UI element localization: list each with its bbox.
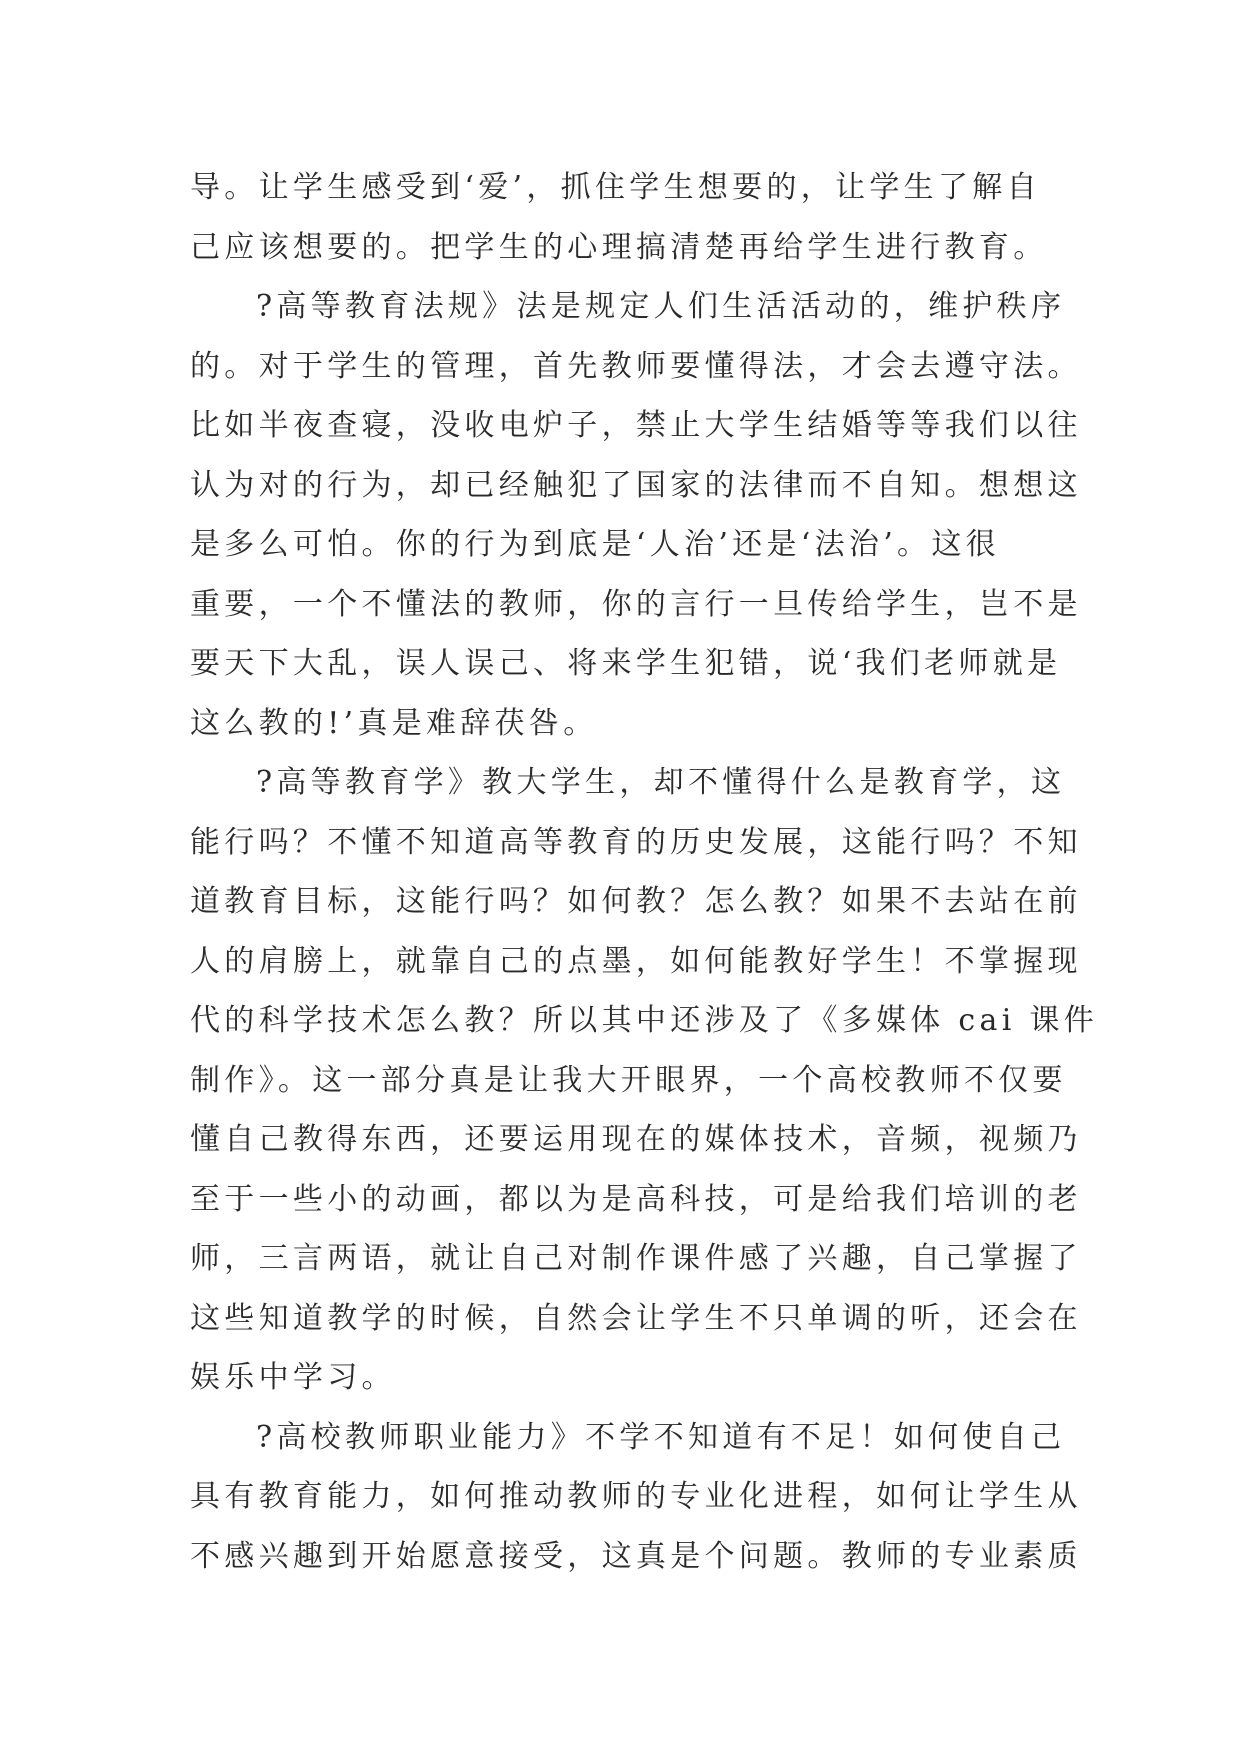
paragraph-start-line: ?高等教育法规》法是规定人们生活活动的，维护秩序 bbox=[256, 289, 1066, 324]
text-line: 这些知道教学的时候，自然会让学生不只单调的听，还会在 bbox=[190, 1300, 1082, 1336]
text-line: 重要，一个不懂法的教师，你的言行一旦传给学生，岂不是 bbox=[190, 586, 1082, 622]
text-line: 制作》。这一部分真是让我大开眼界，一个高校教师不仅要 bbox=[190, 1062, 1067, 1098]
text-line: 是多么可怕。你的行为到底是‘人治’还是‘法治’。这很 bbox=[190, 527, 1000, 562]
text-line: 代的科学技术怎么教？所以其中还涉及了《多媒体 cai 课件 bbox=[190, 1003, 1099, 1038]
text-line: 能行吗？不懂不知道高等教育的历史发展，这能行吗？不知 bbox=[190, 824, 1082, 860]
text-line: 师，三言两语，就让自己对制作课件感了兴趣，自己掌握了 bbox=[190, 1241, 1082, 1276]
text-line: 要天下大乱，误人误己、将来学生犯错，说‘我们老师就是 bbox=[190, 646, 1062, 681]
paragraph-start-line: ?高校教师职业能力》不学不知道有不足！如何使自己 bbox=[256, 1419, 1066, 1455]
text-line: 认为对的行为，却已经触犯了国家的法律而不自知。想想这 bbox=[190, 467, 1082, 503]
text-line: 这么教的!’真是难辞茯咎。 bbox=[190, 705, 598, 741]
paragraph-start-line: ?高等教育学》教大学生，却不懂得什么是教育学，这 bbox=[256, 765, 1066, 800]
text-line: 不感兴趣到开始愿意接受，这真是个问题。教师的专业素质 bbox=[190, 1538, 1082, 1574]
text-line: 导。让学生感受到‘爱’，抓住学生想要的，让学生了解自 bbox=[190, 170, 1041, 205]
text-line: 娱乐中学习。 bbox=[190, 1360, 396, 1395]
text-line: 己应该想要的。把学生的心理搞清楚再给学生进行教育。 bbox=[190, 229, 1048, 265]
text-line: 懂自己教得东西，还要运用现在的媒体技术，音频，视频乃 bbox=[190, 1122, 1082, 1157]
text-line: 至于一些小的动画，都以为是高科技，可是给我们培训的老 bbox=[190, 1181, 1082, 1217]
text-line: 比如半夜查寝，没收电炉子，禁止大学生结婚等等我们以往 bbox=[190, 408, 1082, 443]
text-line: 的。对于学生的管理，首先教师要懂得法，才会去遵守法。 bbox=[190, 348, 1082, 384]
body-text bbox=[190, 158, 1099, 1586]
text-line: 人的肩膀上，就靠自己的点墨，如何能教好学生！不掌握现 bbox=[190, 943, 1082, 979]
text-line: 具有教育能力，如何推动教师的专业化进程，如何让学生从 bbox=[190, 1479, 1082, 1514]
text-line: 道教育目标，这能行吗？如何教？怎么教？如果不去站在前 bbox=[190, 884, 1082, 919]
